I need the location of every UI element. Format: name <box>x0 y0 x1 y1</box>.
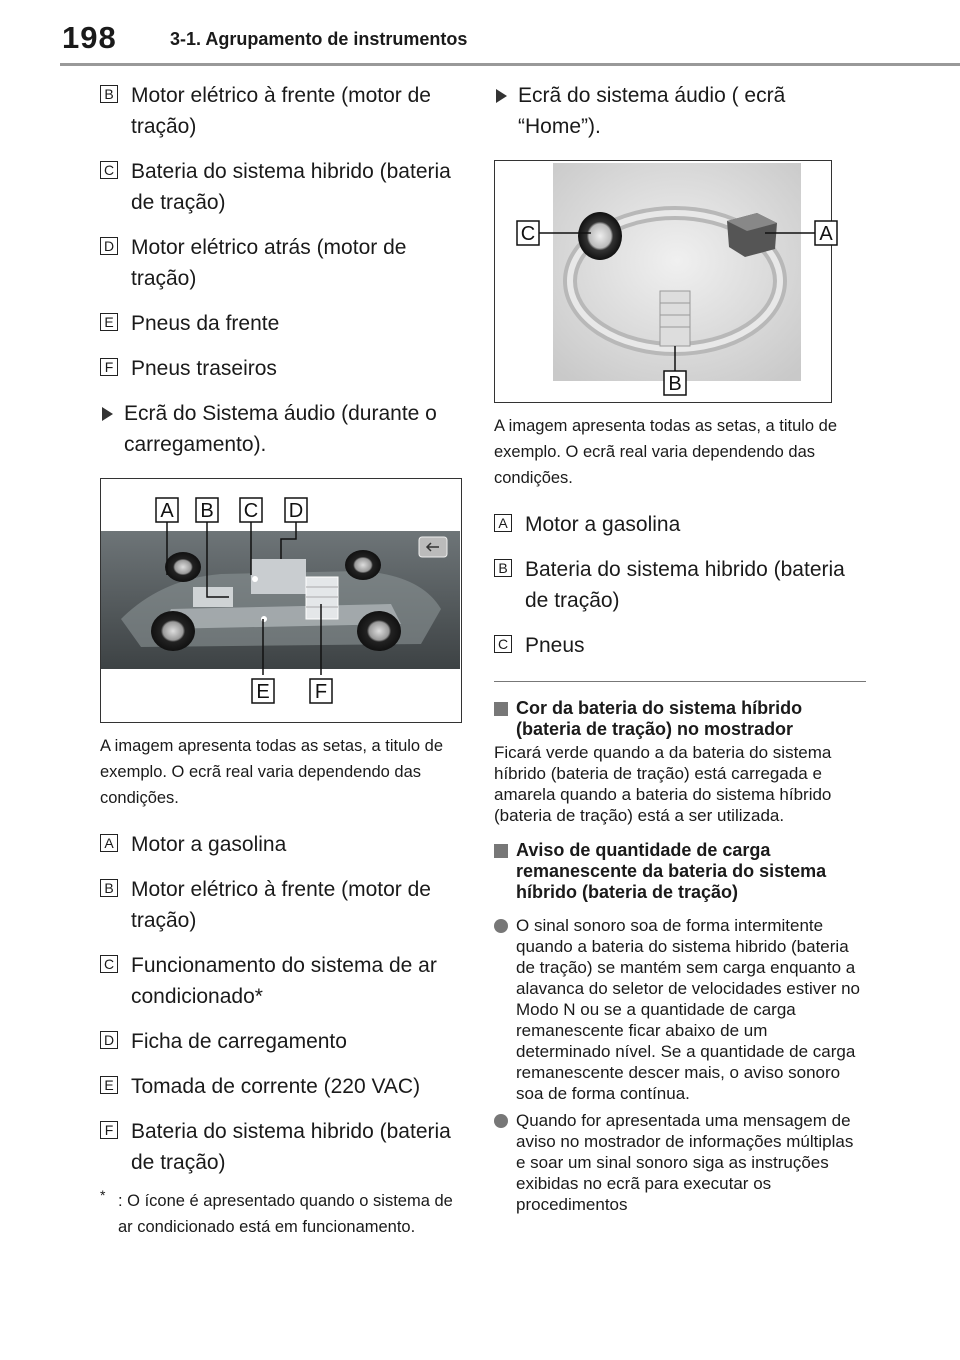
label-badge: D <box>100 1031 118 1049</box>
callout-B: B <box>668 373 682 395</box>
legend-item <box>100 829 462 860</box>
legend-text: Motor a gasolina <box>525 513 681 536</box>
list-item <box>494 1110 866 1215</box>
legend-text: Bateria do sistema hibrido (bateria de tração) <box>131 1120 451 1174</box>
label-badge: E <box>100 313 118 331</box>
legend-item <box>100 232 462 294</box>
figure-caption: A imagem apresenta todas as setas, a titulo de exemplo. O ecrã real varia dependendo das condições. <box>100 737 444 807</box>
label-badge: B <box>494 559 512 577</box>
triangle-icon <box>496 89 507 103</box>
callout-F: F <box>314 681 328 703</box>
legend-item <box>100 1116 462 1178</box>
legend-item <box>494 630 866 661</box>
charging-screen-illustration <box>101 479 460 721</box>
callout-D: D <box>288 500 304 522</box>
section-heading <box>494 80 866 142</box>
home-screen-figure <box>494 160 832 403</box>
legend-item <box>100 874 462 936</box>
legend-item <box>100 353 462 384</box>
label-badge: F <box>100 358 118 376</box>
legend-text: Motor elétrico à frente (motor de tração) <box>131 878 431 932</box>
legend-item <box>100 308 462 339</box>
callout-C: C <box>243 500 259 522</box>
paragraph: Ficará verde quando a da bateria do sistema híbrido (bateria de tração) está carregada e amarela quando a bateria do sistema híbrido (bateria de tração) está a ser utilizada. <box>494 743 832 825</box>
label-badge: D <box>100 237 118 255</box>
bullet-text: Quando for apresentada uma mensagem de aviso no mostrador de informações múltiplas e soar um sinal sonoro siga as instruções exibidas no ecrã para executar os procedimentos <box>516 1111 854 1214</box>
legend-item <box>100 1071 462 1102</box>
label-badge: C <box>100 161 118 179</box>
legend-text: Funcionamento do sistema de ar condicionado* <box>131 954 437 1008</box>
label-badge: C <box>494 635 512 653</box>
heading-text: Ecrã do Sistema áudio (durante o carregamento). <box>124 402 437 456</box>
right-column <box>494 80 866 1221</box>
legend-text: Pneus <box>525 634 585 657</box>
legend-text: Pneus traseiros <box>131 357 277 380</box>
circle-bullet-icon <box>494 1114 508 1128</box>
charging-screen-figure <box>100 478 462 723</box>
home-screen-illustration <box>495 161 833 401</box>
header-rule <box>60 63 960 66</box>
legend-item <box>494 509 866 540</box>
legend-text: Bateria do sistema hibrido (bateria de tração) <box>525 558 845 612</box>
chapter-title: 3-1. Agrupamento de instrumentos <box>170 29 468 49</box>
footnote <box>100 1188 462 1240</box>
callout-C: C <box>520 223 536 245</box>
legend-item <box>100 1026 462 1057</box>
label-badge: F <box>100 1121 118 1139</box>
circle-bullet-icon <box>494 919 508 933</box>
square-bullet-icon <box>494 702 508 716</box>
square-bullet-icon <box>494 844 508 858</box>
triangle-icon <box>102 407 113 421</box>
legend-text: Pneus da frente <box>131 312 280 335</box>
label-badge: B <box>100 879 118 897</box>
label-badge: A <box>100 834 118 852</box>
section-divider <box>494 681 866 682</box>
battery-icon <box>660 291 690 346</box>
callout-A: A <box>819 223 833 245</box>
subsection-title: Aviso de quantidade de carga remanescente da bateria do sistema híbrido (bateria de tração) <box>516 840 827 902</box>
subsection-heading <box>494 698 866 740</box>
legend-text: Ficha de carregamento <box>131 1030 347 1053</box>
bullet-text: O sinal sonoro soa de forma intermitente quando a bateria do sistema hibrido (bateria de tração) se mantém sem carga enquanto a alavanca do seletor de velocidades estiver no Modo N ou se a quantidade de carga remanescente ficar abaixo de um determinado nível. Se a quantidade de carga remanescente descer mais, o aviso sonoro soa de forma contínua. <box>516 916 860 1103</box>
legend-item <box>100 80 462 142</box>
label-badge: B <box>100 85 118 103</box>
legend-text: Bateria do sistema hibrido (bateria de tração) <box>131 160 451 214</box>
callout-A: A <box>160 500 174 522</box>
legend-text: Tomada de corrente (220 VAC) <box>131 1075 421 1098</box>
subsection-heading <box>494 840 866 903</box>
legend-item <box>494 554 866 616</box>
section-heading <box>100 398 462 460</box>
figure-caption: A imagem apresenta todas as setas, a titulo de exemplo. O ecrã real varia dependendo das condições. <box>494 417 838 487</box>
legend-text: Motor elétrico atrás (motor de tração) <box>131 236 407 290</box>
footnote-text: : O ícone é apresentado quando o sistema de ar condicionado está em funcionamento. <box>118 1192 453 1236</box>
footnote-mark: * <box>100 1187 106 1203</box>
label-badge: E <box>100 1076 118 1094</box>
left-column <box>100 80 462 1240</box>
heading-text: Ecrã do sistema áudio ( ecrã “Home”). <box>518 84 786 138</box>
callout-B: B <box>200 500 214 522</box>
label-badge: A <box>494 514 512 532</box>
page-number: 198 <box>62 20 117 55</box>
legend-item <box>100 156 462 218</box>
callout-E: E <box>256 681 270 703</box>
engine-icon <box>727 213 777 257</box>
label-badge: C <box>100 955 118 973</box>
legend-item <box>100 950 462 1012</box>
list-item <box>494 915 866 1104</box>
subsection-title: Cor da bateria do sistema híbrido (bateria de tração) no mostrador <box>516 698 803 739</box>
legend-text: Motor a gasolina <box>131 833 287 856</box>
legend-text: Motor elétrico à frente (motor de tração) <box>131 84 431 138</box>
